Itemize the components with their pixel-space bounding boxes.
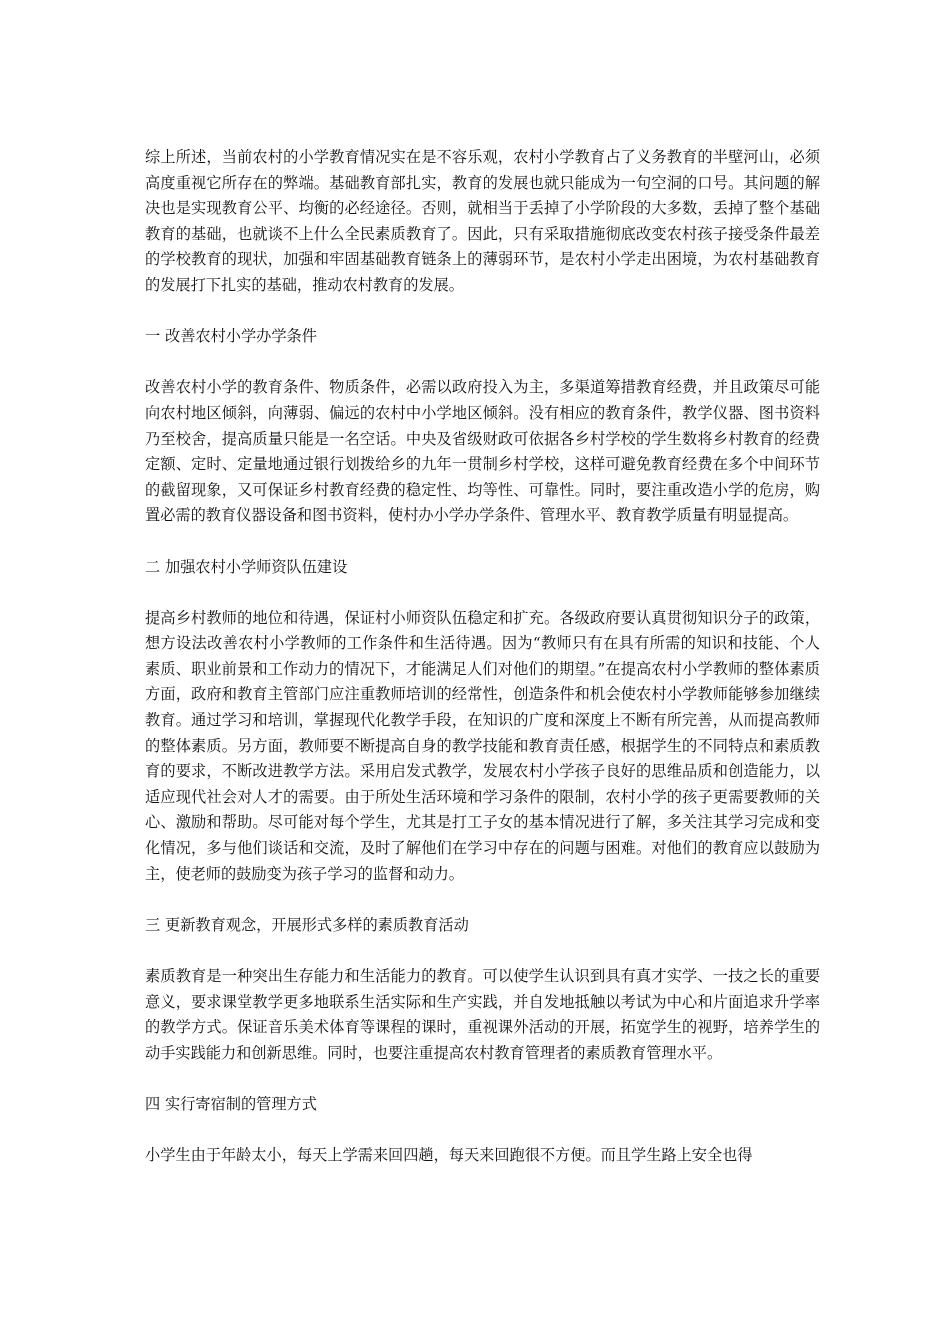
- body-paragraph: 改善农村小学的教育条件、物质条件，必需以政府投入为主，多渠道筹措教育经费，并且政策尽可能向农村地区倾斜，向薄弱、偏远的农村中小学地区倾斜。没有相应的教育条件，教学仪器、图书资料乃至校舍，提高质量只能是一名空话。中央及省级财政可依据各乡村学校的学生数将乡村教育的经费定额、定时、定量地通过银行划拨给乡的九年一贯制乡村学校，这样可避免教育经费在多个中间环节的截留现象，又可保证乡村教育经费的稳定性、均等性、可靠性。同时，要注重改造小学的危房，购置必需的教育仪器设备和图书资料，使村办小学办学条件、管理水平、教育教学质量有明显提高。: [145, 378, 820, 525]
- body-paragraph: 小学生由于年龄太小，每天上学需来回四趟，每天来回跑很不方便。而且学生路上安全也得: [145, 1146, 753, 1165]
- section-heading: 四 实行寄宿制的管理方式: [145, 1094, 317, 1113]
- section-heading: 三 更新教育观念，开展形式多样的素质教育活动: [145, 915, 469, 934]
- section-heading: 二 加强农村小学师资队伍建设: [145, 557, 348, 576]
- body-paragraph: 提高乡村教师的地位和待遇，保证村小师资队伍稳定和扩充。各级政府要认真贯彻知识分子的政策，想方设法改善农村小学教师的工作条件和生活待遇。因为“教师只有在具有所需的知识和技能、个人素质、职业前景和工作动力的情况下，才能满足人们对他们的期望。”在提高农村小学教师的整体素质方面，政府和教育主管部门应注重教师培训的经常性，创造条件和机会使农村小学教师能够参加继续教育。通过学习和培训，掌握现代化教学手段，在知识的广度和深度上不断有所完善，从而提高教师的整体素质。另方面，教师要不断提高自身的教学技能和教育责任感，根据学生的不同特点和素质教育的要求，不断改进教学方法。采用启发式教学，发展农村小学孩子良好的思维品质和创造能力，以适应现代社会对人才的需要。由于所处生活环境和学习条件的限制，农村小学的孩子更需要教师的关心、激励和帮助。尽可能对每个学生，尤其是打工子女的基本情况进行了解，多关注其学习完成和变化情况，多与他们谈话和交流，及时了解他们在学习中存在的问题与困难。对他们的教育应以鼓励为主，使老师的鼓励变为孩子学习的监督和动力。: [145, 608, 820, 883]
- body-paragraph: 素质教育是一种突出生存能力和生活能力的教育。可以使学生认识到具有真才实学、一技之长的重要意义，要求课堂教学更多地联系生活实际和生产实践，并自发地抵触以考试为中心和片面追求升学率的教学方式。保证音乐美术体育等课程的课时，重视课外活动的开展，拓宽学生的视野，培养学生的动手实践能力和创新思维。同时，也要注重提高农村教育管理者的素质教育管理水平。: [145, 967, 820, 1062]
- body-paragraph: 综上所述，当前农村的小学教育情况实在是不容乐观，农村小学教育占了义务教育的半壁河山，必须高度重视它所存在的弊端。基础教育部扎实，教育的发展也就只能成为一句空洞的口号。其问题的解决也是实现教育公平、均衡的必经途径。否则，就相当于丢掉了小学阶段的大多数，丢掉了整个基础教育的基础，也就谈不上什么全民素质教育了。因此，只有采取措施彻底改变农村孩子接受条件最差的学校教育的现状，加强和牢固基础教育链条上的薄弱环节，是农村小学走出困境，为农村基础教育的发展打下扎实的基础，推动农村教育的发展。: [145, 148, 820, 294]
- document-page: [145, 145, 820, 1194]
- section-heading: 一 改善农村小学办学条件: [145, 327, 317, 346]
